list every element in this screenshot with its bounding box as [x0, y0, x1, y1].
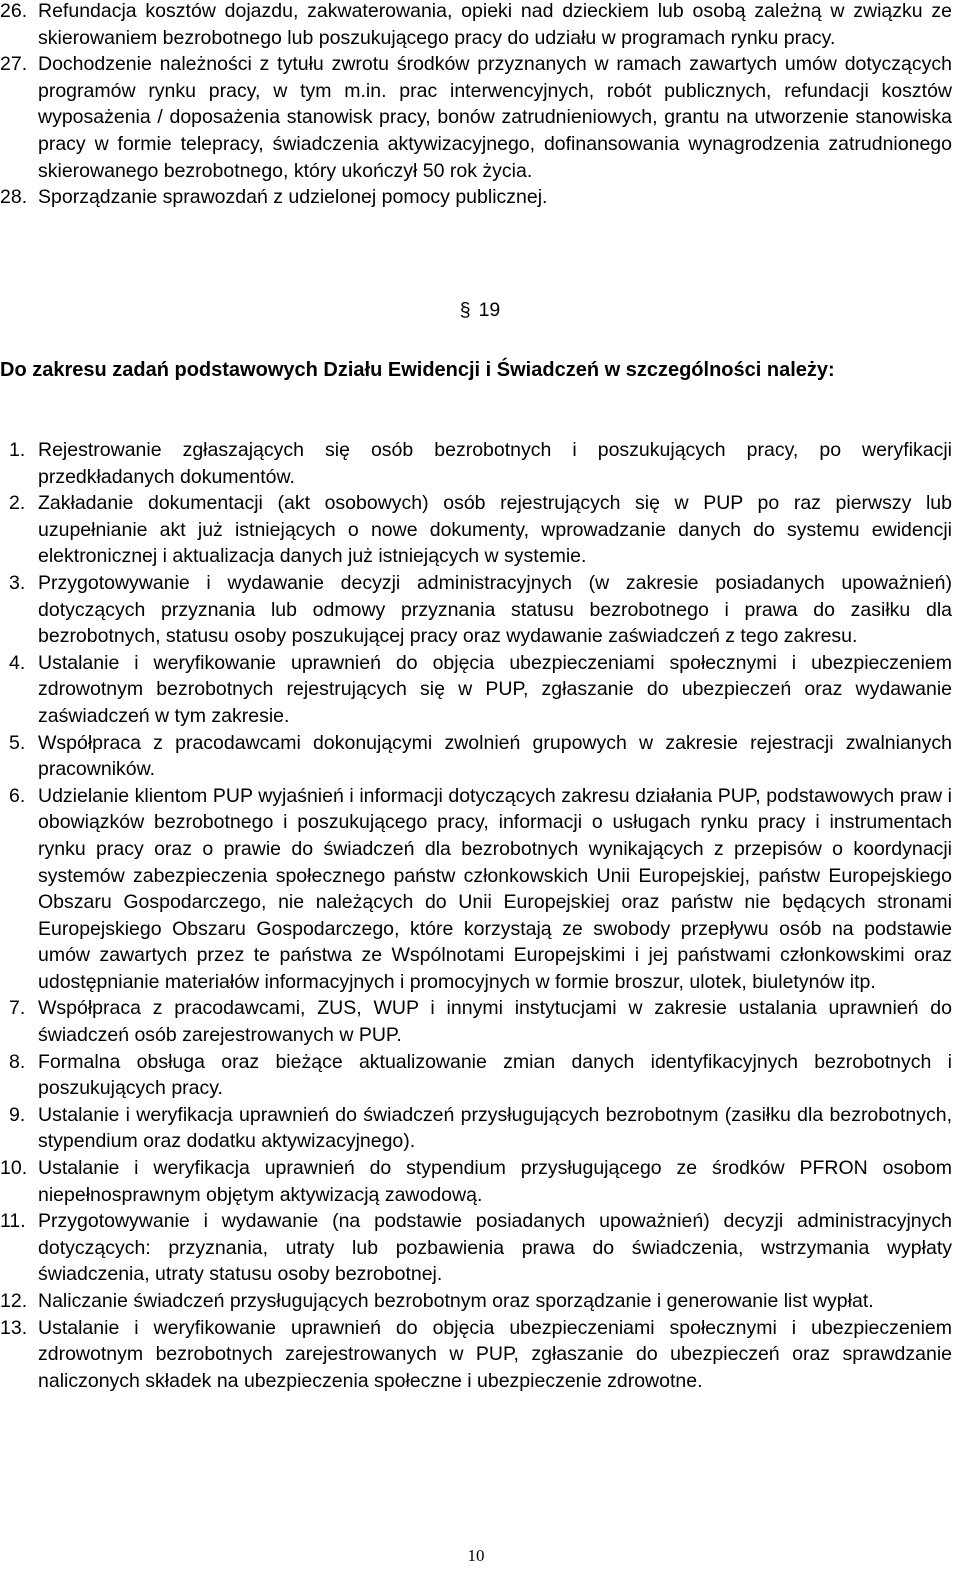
- item-text: Przygotowywanie i wydawanie decyzji administracyjnych (w zakresie posiadanych upoważnień) dotyczących przyznania lub odmowy przyznania statusu bezrobotnego i prawa do zasiłku dla bezrobotnych, statusu osoby poszukującej pracy oraz wydawanie zaświadczeń z tego zakresu.: [38, 571, 952, 648]
- item-text: Ustalanie i weryfikacja uprawnień do stypendium przysługującego ze środków PFRON osobom niepełnosprawnym objętym aktywizacją zawodową.: [38, 1157, 952, 1206]
- list-item: [0, 1049, 952, 1102]
- item-number: 4.: [9, 651, 26, 674]
- list-item: [0, 51, 952, 184]
- item-text: Formalna obsługa oraz bieżące aktualizowanie zmian danych identyfikacyjnych bezrobotnych i poszukujących pracy.: [38, 1050, 952, 1100]
- list-item: [0, 490, 952, 570]
- list-item: [0, 570, 952, 650]
- page-number: 10: [467, 1546, 485, 1565]
- item-text: Przygotowywanie i wydawanie (na podstawie posiadanych upoważnień) decyzji administracyjnych dotyczących: przyznania, utraty lub pozbawienia prawa do świadczenia, wstrzymania wypłaty świadczenia, utraty statusu osoby bezrobotnej.: [38, 1210, 952, 1286]
- item-number: 11.: [0, 1210, 26, 1233]
- item-number: 6.: [9, 784, 26, 807]
- item-number: 5.: [9, 731, 26, 754]
- list-item: [0, 1288, 952, 1315]
- paragraph-number: 19: [478, 299, 501, 321]
- list-item: [0, 1102, 952, 1155]
- item-text: Współpraca z pracodawcami dokonującymi zwolnień grupowych w zakresie rejestracji zwalnianych pracowników.: [38, 731, 952, 781]
- item-text: Współpraca z pracodawcami, ZUS, WUP i innymi instytucjami w zakresie ustalania uprawnień do świadczeń osób zarejestrowanych w PUP.: [38, 997, 952, 1047]
- item-number: 7.: [9, 997, 26, 1020]
- list-item: [0, 437, 952, 490]
- item-number: 27.: [0, 53, 28, 76]
- item-number: 13.: [0, 1316, 28, 1339]
- list-item: [0, 1208, 952, 1288]
- item-number: 1.: [9, 439, 26, 461]
- list-item: [0, 0, 952, 51]
- item-text: Ustalanie i weryfikowanie uprawnień do objęcia ubezpieczeniami społecznymi i ubezpieczeniem zdrowotnym bezrobotnych zarejestrowanych w PUP, zgłaszanie do ubezpieczeń oraz sprawdzanie naliczonych składek na ubezpieczenia społeczne i ubezpieczenie zdrowotne.: [38, 1316, 952, 1392]
- list-item: [0, 783, 952, 996]
- item-text: Naliczanie świadczeń przysługujących bezrobotnym oraz sporządzanie i generowanie list wypłat.: [38, 1290, 874, 1312]
- item-number: 3.: [9, 571, 26, 594]
- item-number: 28.: [0, 186, 28, 209]
- item-number: 8.: [9, 1050, 26, 1073]
- list-item: [0, 650, 952, 730]
- item-text: Zakładanie dokumentacji (akt osobowych) osób rejestrujących się w PUP po raz pierwszy lub uzupełnianie akt już istniejących o nowe dokumenty, wprowadzanie danych do systemu ewidencji elektronicznej i aktualizacja danych już istniejących w systemie.: [38, 492, 952, 568]
- item-text: Dochodzenie należności z tytułu zwrotu środków przyznanych w ramach zawartych umów dotyczących programów rynku pracy, w tym m.in. prac interwencyjnych, robót publicznych, refundacji kosztów wyposażenia / doposażenia stanowisk pracy, bonów zatrudnieniowych, grantu na utworzenie stanowiska pracy w formie telepracy, świadczenia aktywizacyjnego, dofinansowania wynagrodzenia zatrudnionego skierowanego bezrobotnego, który ukończył 50 rok życia.: [38, 53, 952, 182]
- item-text: Sporządzanie sprawozdań z udzielonej pomocy publicznej.: [38, 186, 548, 209]
- section-sign: §: [459, 299, 471, 321]
- item-text: Ustalanie i weryfikacja uprawnień do świadczeń przysługujących bezrobotnym (zasiłku dla bezrobotnych, stypendium oraz dodatku aktywizacyjnego).: [38, 1103, 952, 1153]
- list-item: [0, 730, 952, 783]
- item-text: Udzielanie klientom PUP wyjaśnień i informacji dotyczących zakresu działania PUP, podstawowych praw i obowiązków bezrobotnego i poszukującego pracy, informacji o usługach rynku pracy i instrumentach rynku pracy oraz o prawie do świadczeń dla bezrobotnych wynikających z przepisów o koordynacji systemów zabezpieczenia społecznego państw członkowskich Unii Europejskiej, państw Europejskiego Obszaru Gospodarczego, nie należących do Unii Europejskiej oraz państw nie będących stronami Europejskiego Obszaru Gospodarczego, które korzystają ze swobody przepływu osób na podstawie umów zawartych przez te państwa ze Wspólnotami Europejskimi i jej państwami członkowskimi oraz udostępnianie materiałów informacyjnych i promocyjnych w formie broszur, ulotek, biuletynów itp.: [38, 784, 952, 993]
- item-number: 10.: [0, 1157, 28, 1180]
- list-item: [0, 995, 952, 1048]
- item-number: 2.: [9, 492, 26, 515]
- item-text: Refundacja kosztów dojazdu, zakwaterowania, opieki nad dzieckiem lub osobą zależną w związku ze skierowaniem bezrobotnego lub poszukującego pracy do udziału w programach rynku pracy.: [38, 0, 952, 49]
- section-heading: Do zakresu zadań podstawowych Działu Ewidencji i Świadczeń w szczególności należy:: [0, 359, 835, 381]
- list-item: [0, 184, 952, 211]
- item-number: 12.: [0, 1290, 28, 1312]
- list-item: [0, 1315, 952, 1395]
- task-list: [0, 437, 952, 1394]
- paragraph-marker: [0, 297, 960, 323]
- item-number: 9.: [9, 1103, 26, 1126]
- item-text: Rejestrowanie zgłaszających się osób bezrobotnych i poszukujących pracy, po weryfikacji przedkładanych dokumentów.: [38, 439, 952, 488]
- item-text: Ustalanie i weryfikowanie uprawnień do objęcia ubezpieczeniami społecznymi i ubezpieczeniem zdrowotnym bezrobotnych rejestrujących się w PUP, zgłaszanie do ubezpieczeń oraz wydawanie zaświadczeń w tym zakresie.: [38, 651, 952, 727]
- list-item: [0, 1155, 952, 1208]
- item-number: 26.: [0, 0, 28, 22]
- continued-task-list: [0, 0, 952, 211]
